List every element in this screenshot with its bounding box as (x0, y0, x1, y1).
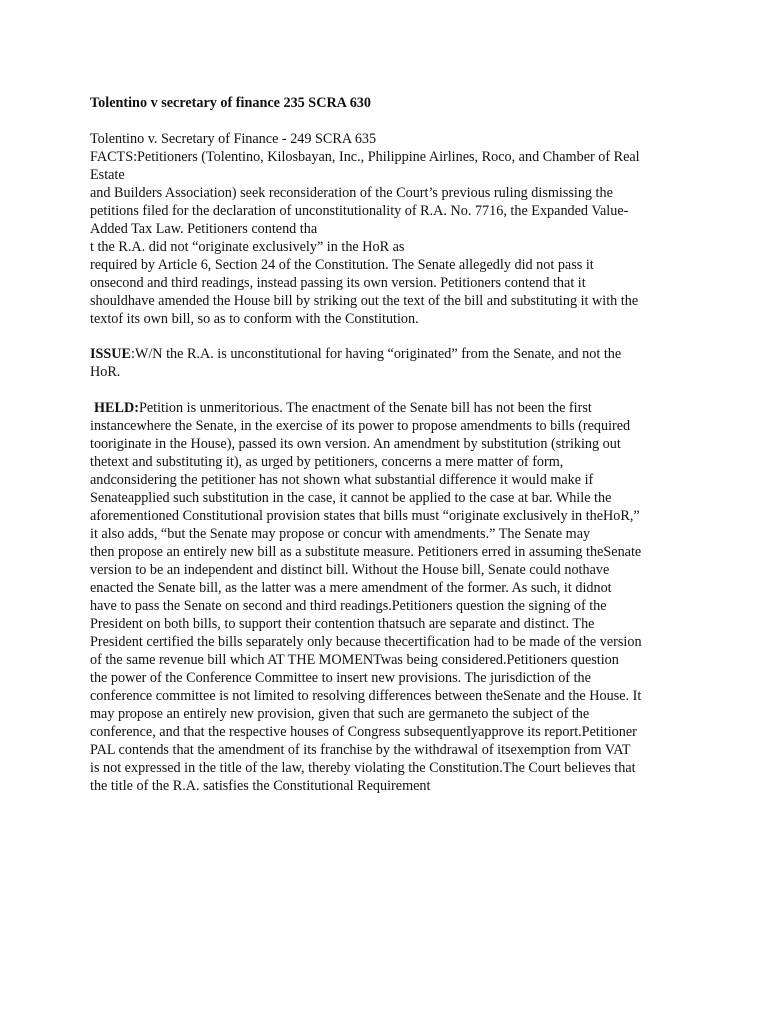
held-line: conference committee is not limited to resolving differences between theSenate and the House. It (90, 688, 642, 704)
facts-line: textof its own bill, so as to conform with the Constitution. (90, 311, 419, 327)
held-line: aforementioned Constitutional provision states that bills must “originate exclusively in theHoR,” (90, 508, 640, 524)
held-line: instancewhere the Senate, in the exercise of its power to propose amendments to bills (required (90, 418, 631, 434)
held-line: Senateapplied such substitution in the case, it cannot be applied to the case at bar. While the (90, 490, 612, 506)
held-line: thetext and substituting it), as urged by petitioners, concerns a mere matter of form, (90, 454, 564, 470)
held-line: it also adds, “but the Senate may propose or concur with amendments.” The Senate may (90, 526, 591, 542)
facts-label: FACTS: (90, 149, 138, 165)
facts-text: Petitioners (Tolentino, Kilosbayan, Inc., Philippine Airlines, Roco, and Chamber of Real (137, 149, 640, 165)
facts-line: and Builders Association) seek reconsideration of the Court’s previous ruling dismissing the (90, 185, 613, 201)
issue-line (90, 345, 621, 363)
facts-line: Added Tax Law. Petitioners contend tha (90, 221, 318, 237)
facts-line: petitions filed for the declaration of unconstitutionality of R.A. No. 7716, the Expanded Value- (90, 203, 629, 219)
held-line: conference, and that the respective houses of Congress subsequentlyapprove its report.Petitioner (90, 724, 637, 740)
held-label: HELD: (94, 400, 139, 416)
held-line: version to be an independent and distinct bill. Without the House bill, Senate could nothave (90, 562, 610, 578)
document-title: Tolentino v secretary of finance 235 SCRA 630 (90, 95, 371, 111)
facts-line: t the R.A. did not “originate exclusively” in the HoR as (90, 239, 405, 255)
facts-line: required by Article 6, Section 24 of the Constitution. The Senate allegedly did not pass it (90, 257, 594, 273)
held-line: the power of the Conference Committee to insert new provisions. The jurisdiction of the (90, 670, 591, 686)
held-line: andconsidering the petitioner has not shown what substantial difference it would make if (90, 472, 594, 488)
issue-line: HoR. (90, 364, 121, 380)
held-line (94, 399, 592, 417)
held-line: have to pass the Senate on second and third readings.Petitioners question the signing of the (90, 598, 607, 614)
held-text: Petition is unmeritorious. The enactment of the Senate bill has not been the first (138, 400, 592, 416)
held-line: is not expressed in the title of the law, thereby violating the Constitution.The Court believes that (90, 760, 636, 776)
facts-line: Estate (90, 167, 125, 183)
held-line: of the same revenue bill which AT THE MOMENTwas being considered.Petitioners question (90, 652, 619, 668)
held-line: PAL contends that the amendment of its franchise by the withdrawal of itsexemption from VAT (90, 742, 631, 758)
facts-line: shouldhave amended the House bill by striking out the text of the bill and substituting it with the (90, 293, 639, 309)
facts-line: onsecond and third readings, instead passing its own version. Petitioners contend that it (90, 275, 586, 291)
held-line: may propose an entirely new provision, given that such are germaneto the subject of the (90, 706, 590, 722)
case-citation: Tolentino v. Secretary of Finance - 249 SCRA 635 (90, 131, 377, 147)
held-line: the title of the R.A. satisfies the Constitutional Requirement (90, 778, 431, 794)
issue-label: ISSUE (90, 346, 132, 362)
held-line: President certified the bills separately only because thecertification had to be made of the version (90, 634, 642, 650)
held-line: President on both bills, to support their contention thatsuch are separate and distinct. The (90, 616, 595, 632)
held-line: tooriginate in the House), passed its own version. An amendment by substitution (striking out (90, 436, 621, 452)
facts-line (90, 148, 640, 166)
issue-text: :W/N the R.A. is unconstitutional for having “originated” from the Senate, and not the (131, 346, 622, 362)
held-line: then propose an entirely new bill as a substitute measure. Petitioners erred in assuming theSenate (90, 544, 642, 560)
held-line: enacted the Senate bill, as the latter was a mere amendment of the former. As such, it didnot (90, 580, 612, 596)
